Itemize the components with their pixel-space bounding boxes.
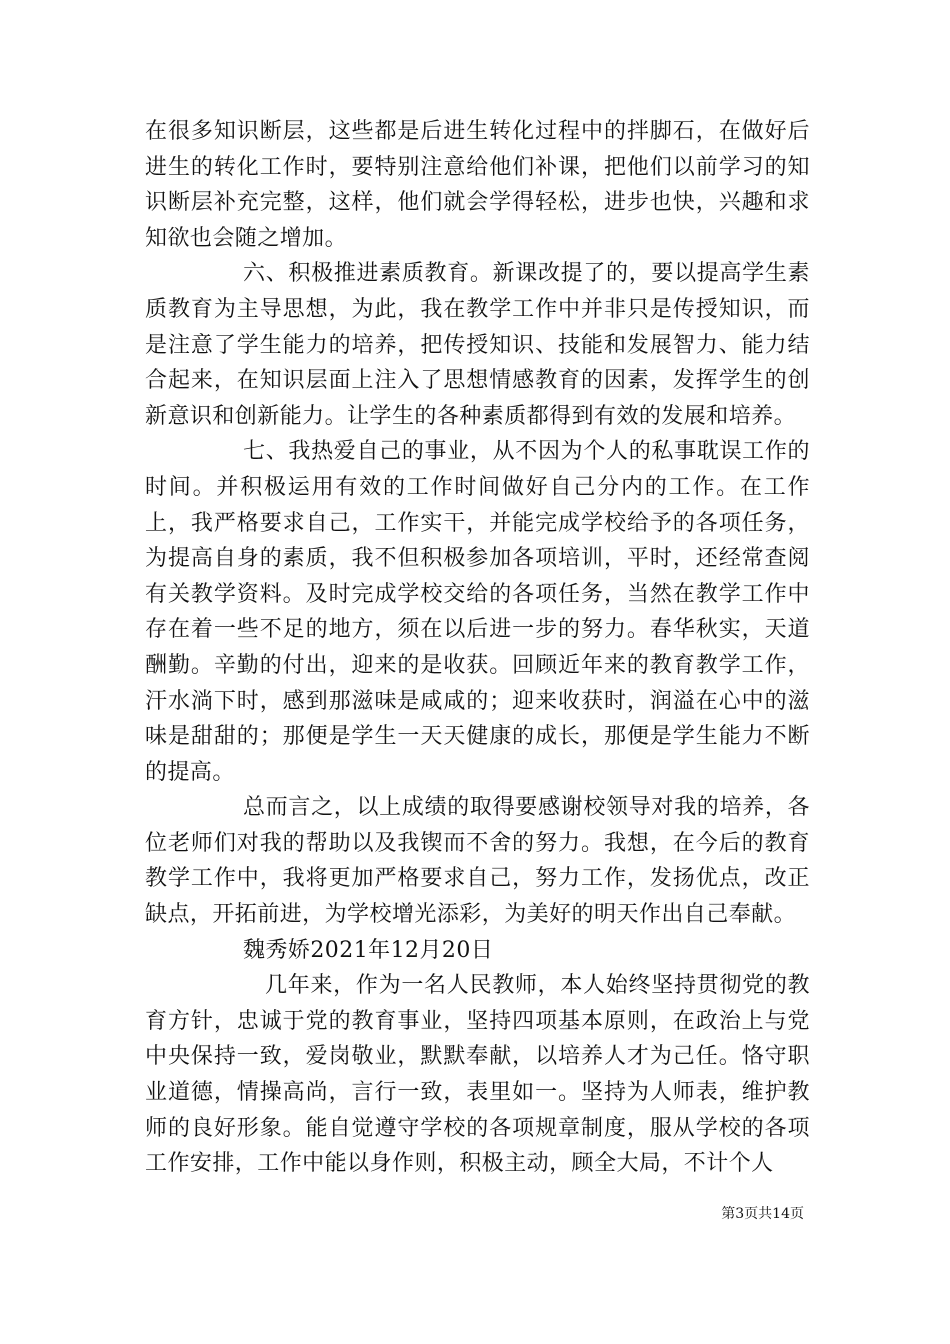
paragraph-quality-education: 六、积极推进素质教育。新课改提了的，要以提高学生素质教育为主导思想，为此，我在教学工作中并非只是传授知识，而是注意了学生能力的培养，把传授知识、技能和发展智力、能力结合起来，在知识层面上注入了思想情感教育的因素，发挥学生的创新意识和创新能力。让学生的各种素质都得到有效的发展和培养。 (145, 261, 810, 429)
paragraph-love-career: 七、我热爱自己的事业，从不因为个人的私事耽误工作的时间。并积极运用有效的工作时间做好自己分内的工作。在工作上，我严格要求自己，工作实干，并能完成学校给予的各项任务，为提高自身的素质，我不但积极参加各项培训，平时，还经常查阅有关教学资料。及时完成学校交给的各项任务，当然在教学工作中存在着一些不足的地方，须在以后进一步的努力。春华秋实，天道酬勤。辛勤的付出，迎来的是收获。回顾近年来的教育教学工作，汗水淌下时，感到那滋味是咸咸的；迎来收获时，润溢在心中的滋味是甜甜的；那便是学生一天天健康的成长，那便是学生能力不断的提高。 (145, 439, 810, 785)
signature-date: 魏秀娇2021年12月20日 (243, 937, 494, 963)
page-number-footer: 第3页共14页 (721, 1206, 804, 1222)
paragraph-summary: 总而言之，以上成绩的取得要感谢校领导对我的培养，各位老师们对我的帮助以及我锲而不舍的努力。我想，在今后的教育教学工作中，我将更加严格要求自己，努力工作，发扬优点，改正缺点，开拓前进，为学校增光添彩，为美好的明天作出自己奉献。 (145, 795, 810, 928)
paragraph-years-teacher: 几年来，作为一名人民教师，本人始终坚持贯彻党的教育方针，忠诚于党的教育事业，坚持四项基本原则，在政治上与党中央保持一致，爱岗敬业，默默奉献，以培养人才为己任。恪守职业道德，情操高尚，言行一致，表里如一。坚持为人师表，维护教师的良好形象。能自觉遵守学校的各项规章制度，服从学校的各项工作安排，工作中能以身作则，积极主动，顾全大局，不计个人 (145, 973, 810, 1177)
paragraph-continuation: 在很多知识断层，这些都是后进生转化过程中的拌脚石，在做好后进生的转化工作时，要特别注意给他们补课，把他们以前学习的知识断层补充完整，这样，他们就会学得轻松，进步也快，兴趣和求知欲也会随之增加。 (145, 119, 810, 251)
document-body (145, 114, 810, 1182)
